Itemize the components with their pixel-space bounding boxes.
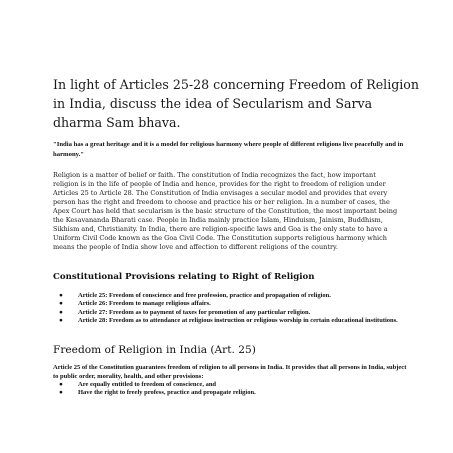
quote-paragraph: "India has a great heritage and it is a model for religious harmony where people of different religions live peacefully and in harmony." xyxy=(53,141,404,158)
list-item-text: Article 28: Freedom as to attendance at religious instruction or religious worship in certain educational institutions. xyxy=(78,316,398,324)
bullet-icon: ● xyxy=(59,300,63,308)
section-heading-provisions: Constitutional Provisions relating to Right of Religion xyxy=(53,272,315,282)
page-title: In light of Articles 25-28 concerning Freedom of Religion in India, discuss the idea of Secularism and Sarva dharma Sam bhava. xyxy=(53,77,419,130)
intro-paragraph: Religion is a matter of belief or faith. The constitution of India recognizes the fact, how important religion is in the life of people of India and hence, provides for the right to freedom of religion under Articles 25 to Article 28. The Constitution of India envisages a secular model and provides that every person has the right and freedom to choose and practice his or her religion. In a number of cases, the Apex Court has held that secularism is the basic structure of the Constitution, the most important being the Kesavananda Bharati case. People in India mainly practice Islam, Hinduism, Jainism, Buddhism, Sikhism and, Christianity. In India, there are religion-specific laws and Goa is the only state to have a Uniform Civil Code known as the Goa Civil Code. The Constitution supports religious harmony which means the people of India show love and affection to different religions of the country. xyxy=(53,171,398,251)
list-item xyxy=(53,317,413,325)
list-item-text: Article 26: Freedom to manage religious affairs. xyxy=(78,300,211,308)
bullet-icon: ● xyxy=(59,292,63,299)
list-item xyxy=(53,389,413,397)
entitlements-list xyxy=(53,381,413,398)
list-item-text: Article 25: Freedom of conscience and free profession, practice and propagation of religion. xyxy=(78,292,331,299)
list-item xyxy=(53,309,413,317)
article25-paragraph: Article 25 of the Constitution guarantees freedom of religion to all persons in India. It provides that all persons in India, subject to public order, morality, health, and other provisions: xyxy=(53,364,407,380)
bullet-icon: ● xyxy=(59,381,63,388)
list-item-text: Have the right to freely profess, practice and propagate religion. xyxy=(78,389,256,397)
provisions-list xyxy=(53,292,413,325)
bullet-icon: ● xyxy=(59,316,63,324)
section-heading-freedom: Freedom of Religion in India (Art. 25) xyxy=(53,344,256,356)
list-item-text: Are equally entitled to freedom of conscience, and xyxy=(78,381,217,388)
list-item xyxy=(53,381,413,389)
list-item-text: Article 27: Freedom as to payment of taxes for promotion of any particular religion. xyxy=(78,308,311,316)
bullet-icon: ● xyxy=(59,308,63,316)
bullet-icon: ● xyxy=(59,389,63,397)
list-item xyxy=(53,292,413,300)
list-item xyxy=(53,300,413,308)
